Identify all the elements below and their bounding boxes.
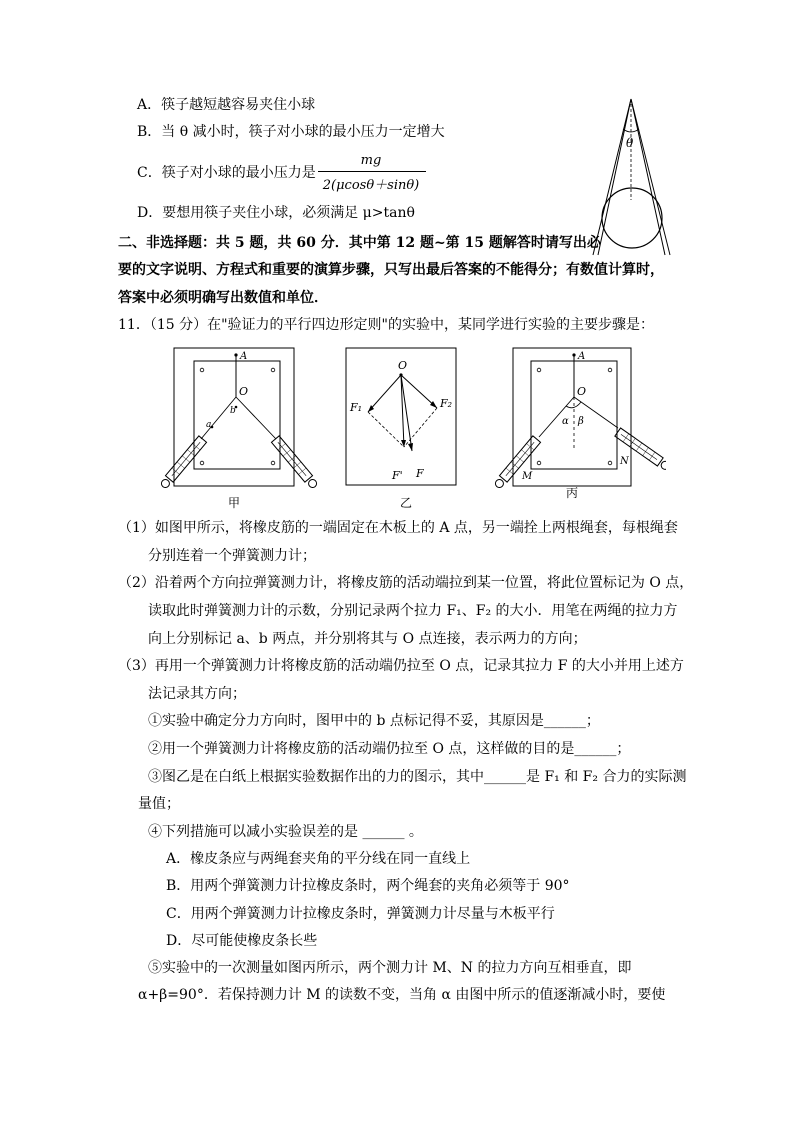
bing-label-o: O bbox=[577, 385, 587, 398]
jia-label-a: a bbox=[206, 420, 212, 430]
figure-yi bbox=[340, 345, 465, 505]
bing-label-beta: β bbox=[578, 416, 584, 427]
subq4-option-b: B．用两个弹簧测力计拉橡皮条时，两个绳套的夹角必须等于 90° bbox=[166, 878, 570, 894]
bing-label-a-point: A bbox=[578, 351, 586, 362]
bing-label-alpha: α bbox=[562, 416, 569, 427]
step3-line2: 法记录其方向； bbox=[148, 686, 246, 702]
step2-line2: 读取此时弹簧测力计的示数，分别记录两个拉力 F₁、F₂ 的大小．用笔在两绳的拉力方 bbox=[148, 603, 678, 619]
jia-label-b: b bbox=[230, 406, 236, 416]
option-d: D．要想用筷子夹住小球，必须满足 μ>tanθ bbox=[137, 205, 415, 221]
subq4-option-a: A．橡皮条应与两绳套夹角的平分线在同一直线上 bbox=[166, 851, 471, 867]
jia-label-a-point: A bbox=[240, 351, 248, 362]
section2-line1: 二、非选择题：共 5 题，共 60 分．其中第 12 题~第 15 题解答时请写出必 bbox=[118, 235, 601, 251]
jia-label-o: O bbox=[239, 385, 249, 398]
figure-bing-caption: 丙 bbox=[566, 486, 579, 500]
figure-jia-caption: 甲 bbox=[228, 496, 241, 510]
option-a: A．筷子越短越容易夹住小球 bbox=[137, 97, 316, 113]
subq4-option-d: D．尽可能使橡皮条长些 bbox=[166, 933, 318, 949]
option-c-prefix: C．筷子对小球的最小压力是 bbox=[137, 165, 316, 181]
fraction-bar bbox=[318, 171, 426, 172]
theta-label: θ bbox=[626, 136, 634, 150]
option-c-numerator: mg bbox=[360, 153, 382, 168]
figure-bing bbox=[486, 345, 666, 505]
figure-yi-caption: 乙 bbox=[400, 496, 413, 510]
q11-stem: 11．（15 分）在"验证力的平行四边形定则"的实验中，某同学进行实验的主要步骤是： bbox=[118, 317, 654, 333]
subq4: ④下列措施可以减小实验误差的是 ______ 。 bbox=[148, 824, 423, 840]
subq2: ②用一个弹簧测力计将橡皮筋的活动端仍拉至 O 点，这样做的目的是______； bbox=[148, 741, 631, 757]
step1-line1: （1）如图甲所示，将橡皮筋的一端固定在木板上的 A 点，另一端拴上两根绳套，每根绳套 bbox=[118, 520, 678, 536]
subq3-line1: ③图乙是在白纸上根据实验数据作出的力的图示，其中______是 F₁ 和 F₂ 合力的实际测 bbox=[148, 769, 687, 785]
yi-label-f: F bbox=[416, 467, 424, 480]
subq4-option-c: C．用两个弹簧测力计拉橡皮条时，弹簧测力计尽量与木板平行 bbox=[166, 906, 555, 922]
yi-label-o: O bbox=[398, 359, 408, 372]
subq3-line2: 量值； bbox=[138, 796, 180, 812]
step2-line3: 向上分别标记 a、b 两点，并分别将其与 O 点连接，表示两力的方向； bbox=[148, 631, 587, 647]
section2-line2: 要的文字说明、方程式和重要的演算步骤，只写出最后答案的不能得分；有数值计算时， bbox=[118, 262, 664, 278]
subq1: ①实验中确定分力方向时，图甲中的 b 点标记得不妥，其原因是______； bbox=[148, 713, 600, 729]
step2-line1: （2）沿着两个方向拉弹簧测力计，将橡皮筋的活动端拉到某一位置，将此位置标记为 O 点， bbox=[118, 575, 694, 591]
yi-label-f-prime: F' bbox=[392, 469, 403, 482]
yi-label-f1: F₁ bbox=[350, 401, 363, 414]
bing-label-m: M bbox=[522, 471, 533, 482]
subq5-line1: ⑤实验中的一次测量如图丙所示，两个测力计 M、N 的拉力方向互相垂直，即 bbox=[148, 960, 632, 976]
step3-line1: （3）再用一个弹簧测力计将橡皮筋的活动端仍拉至 O 点，记录其拉力 F 的大小并用上述方 bbox=[118, 658, 684, 674]
yi-label-f2: F₂ bbox=[440, 397, 453, 410]
step1-line2: 分别连着一个弹簧测力计； bbox=[148, 548, 316, 564]
bing-label-n: N bbox=[620, 456, 629, 467]
subq5-line2: α+β=90°．若保持测力计 M 的读数不变，当角 α 由图中所示的值逐渐减小时，要使 bbox=[138, 987, 666, 1003]
option-c-denominator: 2(μcosθ＋sinθ) bbox=[322, 178, 420, 193]
section2-line3: 答案中必须明确写出数值和单位． bbox=[118, 290, 328, 306]
figure-jia bbox=[150, 345, 320, 510]
option-b: B．当 θ 减小时，筷子对小球的最小压力一定增大 bbox=[137, 124, 445, 140]
